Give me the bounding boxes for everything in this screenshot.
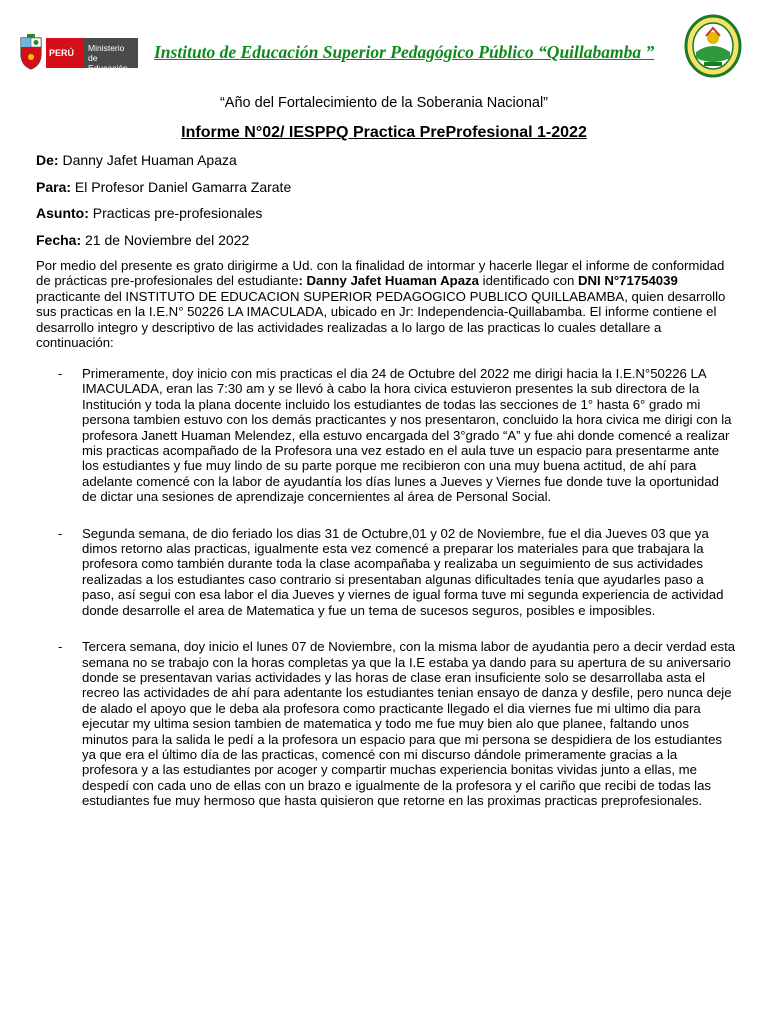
- ministry-label: [84, 38, 138, 73]
- date-value: 21 de Noviembre del 2022: [81, 232, 250, 248]
- from-value: Danny Jafet Huaman Apaza: [58, 152, 237, 168]
- ministry-line-1: Ministerio: [88, 43, 125, 53]
- year-motto: “Año del Fortalecimiento de la Soberania Nacional”: [219, 95, 549, 111]
- intro-text-2: identificado con: [478, 273, 578, 289]
- list-bullet: -: [58, 366, 63, 381]
- to-line: [36, 179, 291, 195]
- peru-label: PERÚ: [46, 38, 84, 68]
- subject-label: Asunto:: [36, 205, 89, 221]
- list-item-text: Segunda semana, de dio feriado los dias 31 de Octubre,01 y 02 de Noviembre, fue el dia Jueves 03 que ya dimos retorno alas practicas, igualmente esta vez comencé a preparar los materiales para que trabajara la profesora como también durante toda la clase acompañaba y realizaba un seguimiento de sus actividades realizadas a los estudiantes caso contrario si presentaban algunas dificultades tenía que ayudarles paso a paso, así segui con esa labor el dia Jueves y viernes de igual forma tuve mi segunda experiencia de actividad donde desarrolle el area de Matematica y fue un tema de sucesos seguros, posibles e imposibles.: [82, 525, 724, 618]
- peru-coat-of-arms-icon: [18, 34, 44, 70]
- intro-text-3: practicante del INSTITUTO DE EDUCACION SUPERIOR PEDAGOGICO PUBLICO QUILLABAMBA, quien desarrollo sus practicas en la I.E.N° 50226 LA IMACULADA, ubicado en Jr: Independencia-Quillabamba. El informe contiene el desarrollo integro y descriptivo de las actividades realizadas a lo largo de las practicas lo cuales detallare a continuación:: [36, 288, 726, 351]
- date-line: [36, 232, 249, 248]
- intro-text-1: Por medio del presente es grato dirigirme a Ud. con la finalidad de intormar y hacerle llegar el informe de conformidad de prácticas pre-profesionales del estudiante: [36, 258, 725, 289]
- list-item: [36, 526, 736, 618]
- intro-paragraph: [36, 258, 736, 350]
- list-bullet: -: [58, 639, 63, 655]
- ministry-of-education-logo: [18, 30, 126, 76]
- list-item: [36, 366, 736, 505]
- from-line: [36, 152, 237, 168]
- date-label: Fecha:: [36, 232, 82, 248]
- to-label: Para:: [36, 179, 72, 195]
- document-header: [0, 0, 768, 100]
- subject-line: [36, 205, 262, 221]
- institute-seal-icon: [684, 14, 742, 78]
- student-dni: DNI N°71754039: [577, 273, 678, 289]
- to-value: El Profesor Daniel Gamarra Zarate: [71, 179, 292, 195]
- activities-list: [36, 366, 736, 830]
- report-title: Informe N°02/ IESPPQ Practica PreProfesional 1-2022: [181, 124, 587, 141]
- subject-value: Practicas pre-profesionales: [88, 205, 263, 221]
- student-name: : Danny Jafet Huaman Apaza: [298, 273, 479, 289]
- institute-title: Instituto de Educación Superior Pedagógico Público “Quillabamba ”: [154, 42, 655, 62]
- ministry-line-2: de Educación: [88, 53, 128, 73]
- list-item-text: Tercera semana, doy inicio el lunes 07 de Noviembre, con la misma labor de ayudantia pero a decir verdad esta semana no se trabajo con la horas completas ya que la I.E estaba ya dando para su apertura de su aniversario donde se presentavan varias actividades y las horas de clase eran insuficiente solo se desarrollaba asta el recreo las actividades de ahí para adentante los estudiantes tenian ensayo de danza y desfile, pero nunca deje de alado el apoyo que le deba ala profesora como practicante llegado el dia viernes fue mi ultimo dia para ejecutar my ultima sesion tambien de matematica y todo me fue muy bien alo que planee, faltando unos minutos para la salida le pedí a la profesora un espacio para que mi persona se despidiera de los estudiantes ya que era el último día de las practicas, comencé con mi discurso dándole primeramente gracias a la profesora y a las estudiantes por acoger y compartir muchas experiencia bonitas vividas junto a ellas, me despedí con cada uno de ellas con un brazo e igualmente de la profesora y el cariño que recibi de todas las estudiantes fue muy hermoso que hasta quisieron que retorne en las proximas practicas preprofesionales.: [82, 639, 736, 809]
- list-bullet: -: [58, 525, 63, 541]
- from-label: De:: [36, 152, 59, 168]
- list-item: [36, 639, 736, 808]
- list-item-text: Primeramente, doy inicio con mis practicas el dia 24 de Octubre del 2022 me dirigi hacia la I.E.N°50226 LA IMACULADA, eran las 7:30 am y se llevó à cabo la hora civica estuvieron presentes la sub directora de la Institución y toda la plana docente incluido los estudiantes de todas las secciones de 1° hasta 6° grado mi persona tambien estuvo con los demás practicantes y nos presentaron, concluido la hora civica me dirigi con la profesora Janett Huaman Melendez, ella estuvo encargada del 3°grado “A” y fue ahi donde comencé a realizar mis practicas acompañado de la Profesora una vez estado en el aula tuve un espacio para presentarme ante los estudiantes y fue muy lindo de su parte porque me recibieron con una muy buena actitud, de ahí para adelante comencé con la labor de ayudantía los días lunes a Jueves y Viernes fue donde tuve la oportunidad de dictar una sesiones de aprendizaje concernientes al área de Personal Social.: [82, 366, 732, 505]
